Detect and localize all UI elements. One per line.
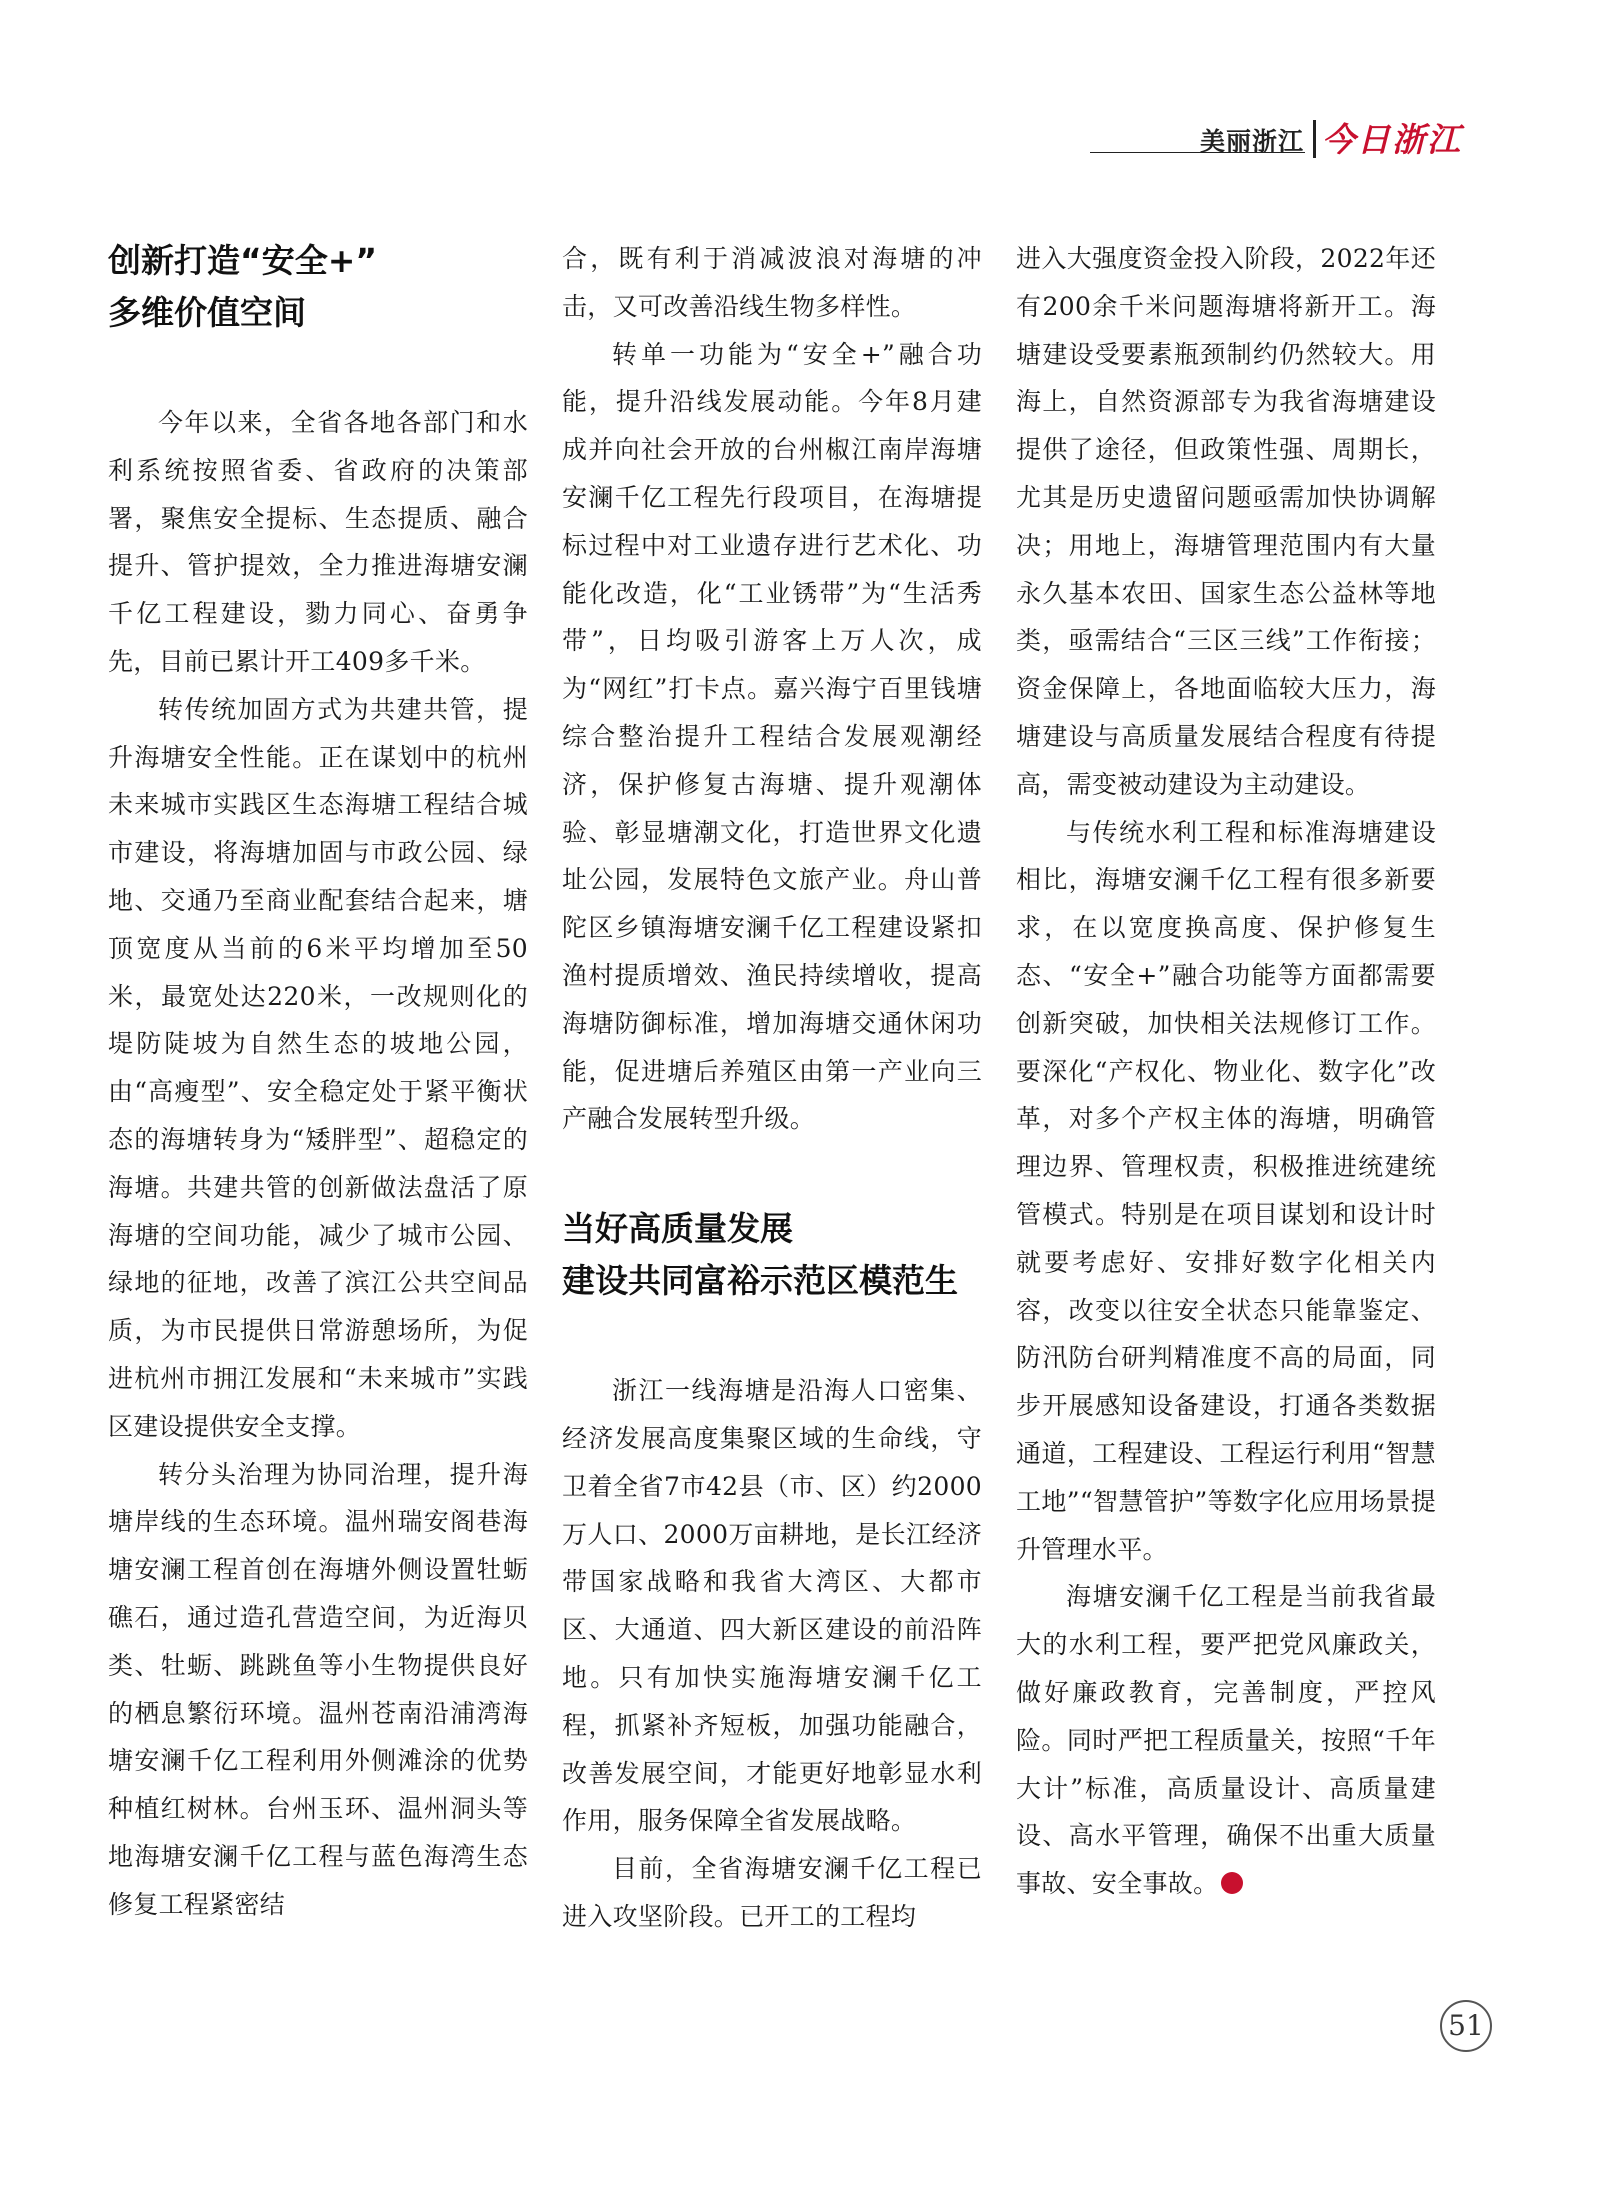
paragraph-final <box>1016 1573 1436 1908</box>
page-number: 51 <box>1440 2000 1492 2052</box>
paragraph: 今年以来，全省各地各部门和水利系统按照省委、省政府的决策部署，聚焦安全提标、生态提质、融合提升、管护提效，全力推进海塘安澜千亿工程建设，勠力同心、奋勇争先，目前已累计开工409多千米。 <box>108 408 528 676</box>
section-heading <box>562 1203 982 1307</box>
paragraph: 与传统水利工程和标准海塘建设相比，海塘安澜千亿工程有很多新要求，在以宽度换高度、保护修复生态、“安全+”融合功能等方面都需要创新突破，加快相关法规修订工作。要深化“产权化、物业化、数字化”改革，对多个产权主体的海塘，明确管理边界、管理权责，积极推进统建统管模式。特别是在项目谋划和设计时就要考虑好、安排好数字化相关内容，改变以往安全状态只能靠鉴定、防汛防台研判精准度不高的局面，同步开展感知设备建设，打通各类数据通道，工程建设、工程运行利用“智慧工地”“智慧管护”等数字化应用场景提升管理水平。 <box>1016 817 1436 1564</box>
article-column-3 <box>1016 235 1436 1908</box>
article-column-1 <box>108 235 528 1929</box>
paragraph: 合，既有利于消减波浪对海塘的冲击，又可改善沿线生物多样性。 <box>562 244 982 321</box>
heading-line: 建设共同富裕示范区模范生 <box>562 1261 958 1301</box>
paragraph: 转分头治理为协同治理，提升海塘岸线的生态环境。温州瑞安阁巷海塘安澜工程首创在海塘外侧设置牡蛎礁石，通过造孔营造空间，为近海贝类、牡蛎、跳跳鱼等小生物提供良好的栖息繁衍环境。温州苍南沿浦湾海塘安澜千亿工程利用外侧滩涂的优势种植红树林。台州玉环、温州洞头等地海塘安澜千亿工程与蓝色海湾生态修复工程紧密结 <box>108 1459 528 1919</box>
heading-line: 创新打造“安全+” <box>108 241 378 280</box>
end-mark-icon <box>1221 1872 1243 1894</box>
paragraph: 浙江一线海塘是沿海人口密集、经济发展高度集聚区域的生命线，守卫着全省7市42县（市、区）约2000万人口、2000万亩耕地，是长江经济带国家战略和我省大湾区、大都市区、大通道、四大新区建设的前沿阵地。只有加快实施海塘安澜千亿工程，抓紧补齐短板，加强功能融合，改善发展空间，才能更好地彰显水利作用，服务保障全省发展战略。 <box>562 1376 982 1836</box>
paragraph: 转单一功能为“安全+”融合功能，提升沿线发展动能。今年8月建成并向社会开放的台州椒江南岸海塘安澜千亿工程先行段项目，在海塘提标过程中对工业遗存进行艺术化、功能化改造，化“工业锈带”为“生活秀带”，日均吸引游客上万人次，成为“网红”打卡点。嘉兴海宁百里钱塘综合整治提升工程结合发展观潮经济，保护修复古海塘、提升观潮体验、彰显塘潮文化，打造世界文化遗址公园，发展特色文旅产业。舟山普陀区乡镇海塘安澜千亿工程建设紧扣渔村提质增效、渔民持续增收，提高海塘防御标准，增加海塘交通休闲功能，促进塘后养殖区由第一产业向三产融合发展转型升级。 <box>562 339 982 1134</box>
section-heading <box>108 235 528 339</box>
article-column-2 <box>562 235 982 1941</box>
paragraph-text: 海塘安澜千亿工程是当前我省最大的水利工程，要严把党风廉政关，做好廉政教育，完善制度，严控风险。同时严把工程质量关，按照“千年大计”标准，高质量设计、高质量建设、高水平管理，确保不出重大质量事故、安全事故。 <box>1016 1582 1436 1899</box>
paragraph: 转传统加固方式为共建共管，提升海塘安全性能。正在谋划中的杭州未来城市实践区生态海塘工程结合城市建设，将海塘加固与市政公园、绿地、交通乃至商业配套结合起来，塘顶宽度从当前的6米平均增加至50米，最宽处达220米，一改规则化的堤防陡坡为自然生态的坡地公园，由“高瘦型”、安全稳定处于紧平衡状态的海塘转身为“矮胖型”、超稳定的海塘。共建共管的创新做法盘活了原海塘的空间功能，减少了城市公园、绿地的征地，改善了滨江公共空间品质，为市民提供日常游憩场所，为促进杭州市拥江发展和“未来城市”实践区建设提供安全支撑。 <box>108 694 528 1441</box>
magazine-logo: 今日浙江 <box>1322 120 1462 159</box>
header-separator <box>1313 120 1316 158</box>
heading-line: 多维价值空间 <box>108 293 306 332</box>
paragraph: 进入大强度资金投入阶段，2022年还有200余千米问题海塘将新开工。海塘建设受要素瓶颈制约仍然较大。用海上，自然资源部专为我省海塘建设提供了途径，但政策性强、周期长，尤其是历史遗留问题亟需加快协调解决；用地上，海塘管理范围内有大量永久基本农田、国家生态公益林等地类，亟需结合“三区三线”工作衔接；资金保障上，各地面临较大压力，海塘建设与高质量发展结合程度有待提高，需变被动建设为主动建设。 <box>1016 244 1436 799</box>
heading-line: 当好高质量发展 <box>562 1209 793 1249</box>
paragraph: 目前，全省海塘安澜千亿工程已进入攻坚阶段。已开工的工程均 <box>562 1854 982 1931</box>
header-section-title: 美丽浙江 <box>1200 127 1305 156</box>
